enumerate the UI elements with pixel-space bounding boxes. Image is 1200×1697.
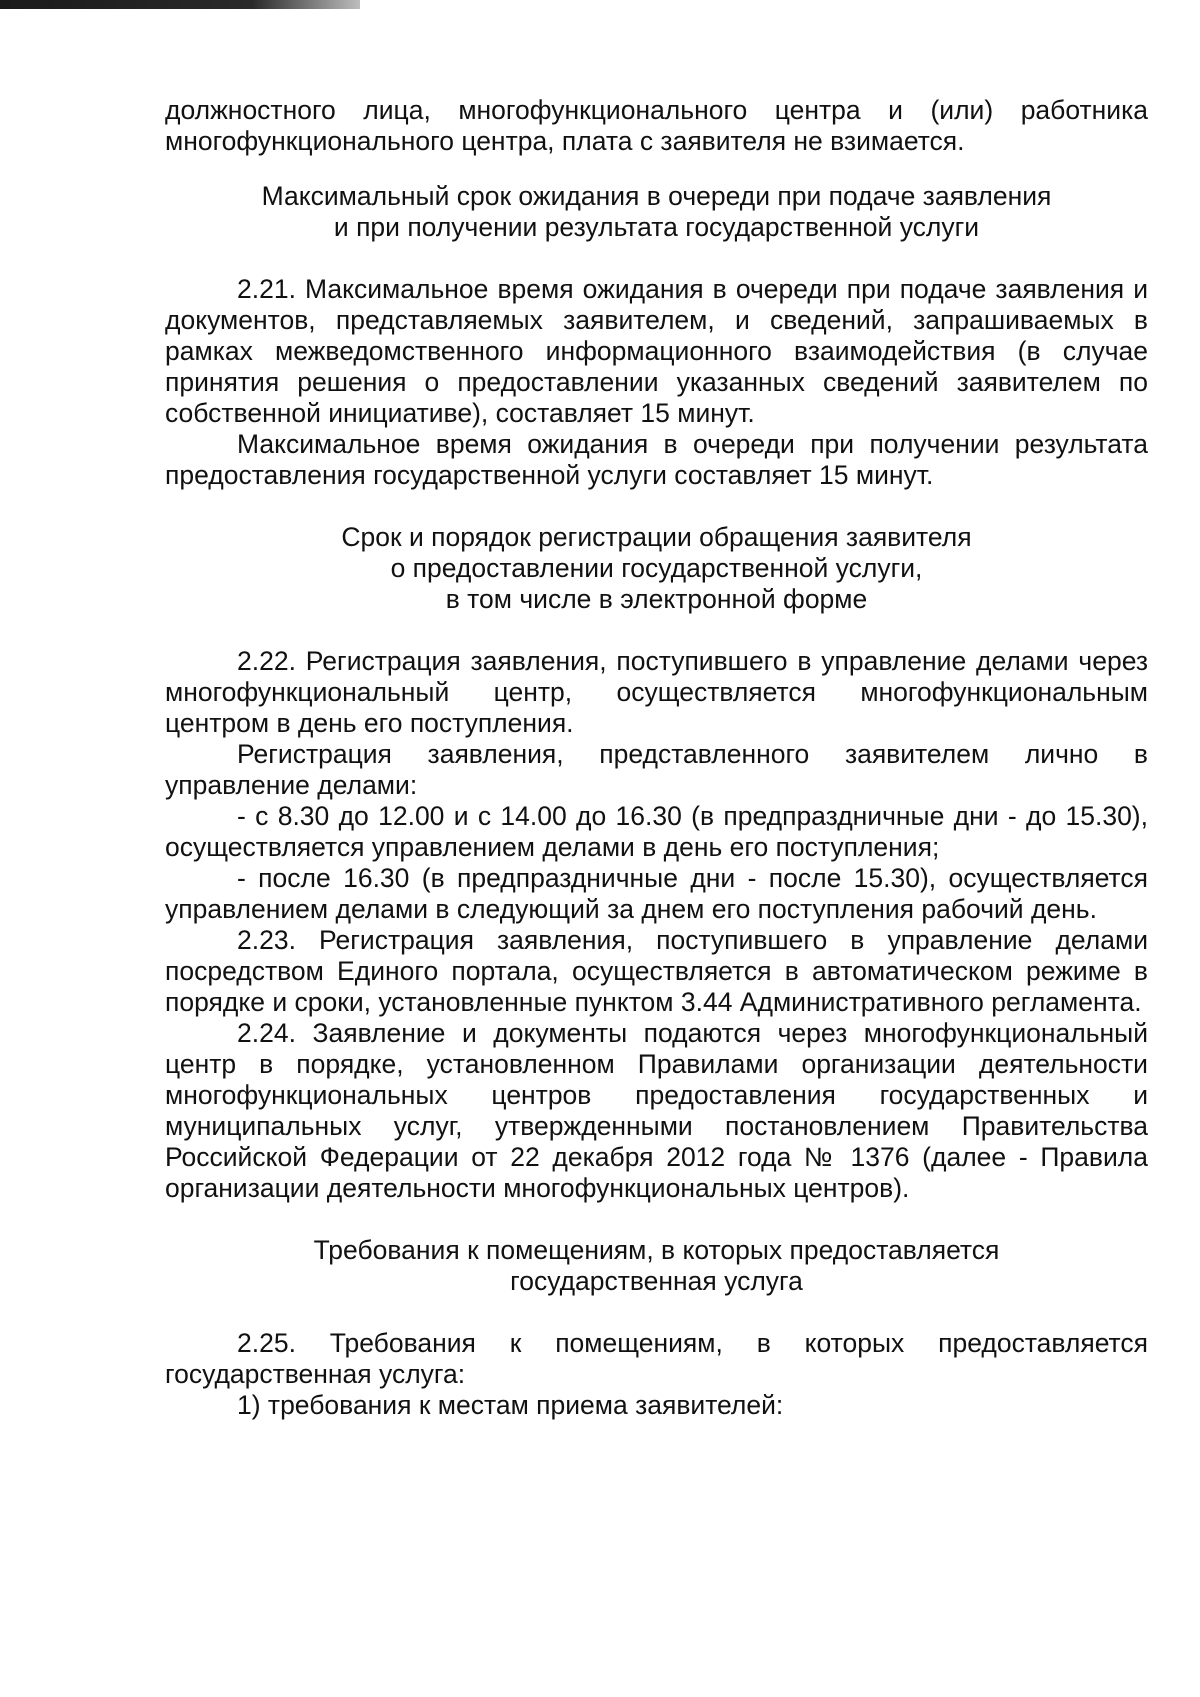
heading-line: Срок и порядок регистрации обращения заявителя bbox=[341, 522, 972, 552]
scan-edge-mark bbox=[0, 0, 360, 9]
heading-line: государственная услуга bbox=[510, 1266, 803, 1296]
paragraph-2-22-after-hours: - после 16.30 (в предпраздничные дни - после 15.30), осуществляется управлением делами в следующий за днем его поступления рабочий день. bbox=[165, 863, 1148, 924]
document-body bbox=[165, 95, 1148, 1421]
heading-line: Максимальный срок ожидания в очереди при подаче заявления bbox=[261, 181, 1052, 211]
paragraph-2-21: 2.21. Максимальное время ожидания в очереди при подаче заявления и документов, представляемых заявителем, и сведений, запрашиваемых в рамках межведомственного информационного взаимодействия (в случае принятия решения о предоставлении указанных сведений заявителем по собственной инициативе), составляет 15 минут. bbox=[165, 274, 1148, 428]
heading-line: и при получении результата государственной услуги bbox=[333, 212, 980, 242]
paragraph-2-21-result: Максимальное время ожидания в очереди при получении результата предоставления государственной услуги составляет 15 минут. bbox=[165, 429, 1148, 490]
paragraph-2-22-personal: Регистрация заявления, представленного заявителем лично в управление делами: bbox=[165, 739, 1148, 800]
heading-line: в том числе в электронной форме bbox=[445, 584, 868, 614]
paragraph-2-23: 2.23. Регистрация заявления, поступившего в управление делами посредством Единого портала, осуществляется в автоматическом режиме в порядке и сроки, установленные пунктом 3.44 Административного регламента. bbox=[165, 925, 1148, 1017]
paragraph-2-25-item-1: 1) требования к местам приема заявителей: bbox=[237, 1390, 784, 1420]
section-heading-waiting-time bbox=[165, 181, 1148, 243]
paragraph-2-25: 2.25. Требования к помещениям, в которых предоставляется государственная услуга: bbox=[165, 1328, 1148, 1389]
section-heading-registration bbox=[165, 522, 1148, 615]
heading-line: о предоставлении государственной услуги, bbox=[390, 553, 923, 583]
paragraph-intro: должностного лица, многофункционального центра и (или) работника многофункционального центра, плата с заявителя не взимается. bbox=[165, 95, 1148, 156]
paragraph-2-22: 2.22. Регистрация заявления, поступившего в управление делами через многофункциональный центр, осуществляется многофункциональным центром в день его поступления. bbox=[165, 646, 1148, 738]
paragraph-2-24: 2.24. Заявление и документы подаются через многофункциональный центр в порядке, установленном Правилами организации деятельности многофункциональных центров предоставления государственных и муниципальных услуг, утвержденными постановлением Правительства Российской Федерации от 22 декабря 2012 года № 1376 (далее - Правила организации деятельности многофункциональных центров). bbox=[165, 1018, 1148, 1203]
heading-line: Требования к помещениям, в которых предоставляется bbox=[313, 1235, 1000, 1265]
section-heading-premises bbox=[165, 1235, 1148, 1297]
paragraph-2-22-hours: - с 8.30 до 12.00 и с 14.00 до 16.30 (в предпраздничные дни - до 15.30), осуществляется управлением делами в день его поступления; bbox=[165, 801, 1148, 862]
